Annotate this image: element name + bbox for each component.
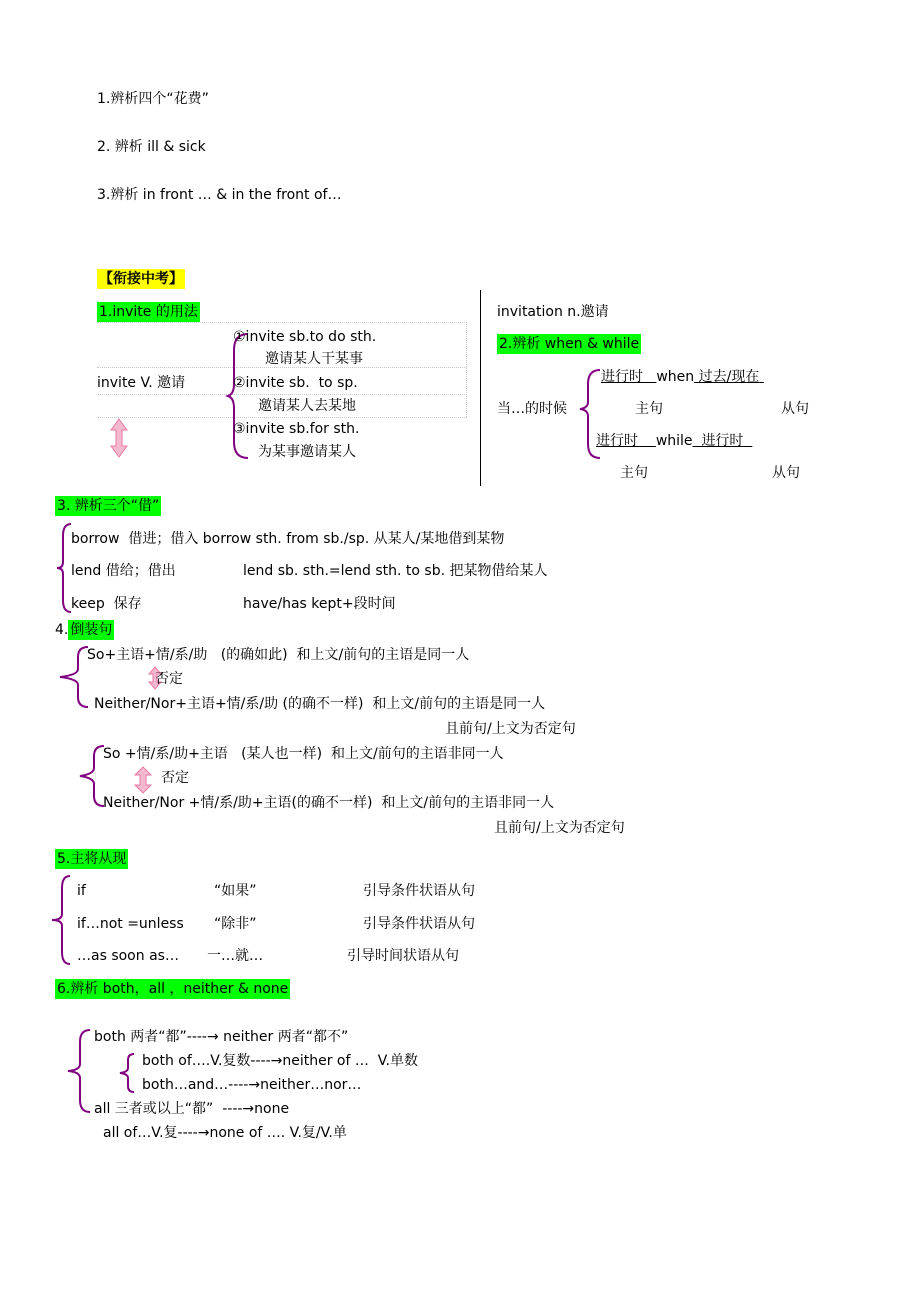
both-line-5: all of…V.复----→none of …. V.复/V.单: [103, 1125, 347, 1141]
invitation-line: invitation n.邀请: [497, 304, 609, 320]
borrow-line-3b: have/has kept+段时间: [243, 596, 396, 612]
inversion-a-negation: 否定: [155, 671, 183, 687]
clauses-bracket-icon: [50, 874, 74, 966]
invite-main: invite V. 邀请: [97, 375, 186, 391]
inversion-b-line-3: 且前句/上文为否定句: [494, 820, 625, 836]
clauses-r1-c: 引导条件状语从句: [363, 883, 475, 899]
borrow-line-2b: lend sb. sth.=lend sth. to sb. 把某物借给某人: [243, 563, 548, 579]
both-line-3: both…and…----→neither…nor…: [142, 1077, 362, 1093]
invite-item-1-en: ①invite sb.to do sth.: [233, 329, 377, 345]
clauses-r1-a: if: [77, 883, 86, 899]
bridge-title: 【衔接中考】: [99, 271, 183, 287]
clauses-r3-a: …as soon as…: [77, 948, 179, 964]
borrow-line-3a: keep 保存: [71, 596, 142, 612]
when-while-label: 当…的时候: [497, 401, 567, 417]
when-row: 进行时 when 过去/现在: [601, 369, 760, 385]
intro-line-1: 1.辨析四个“花费”: [97, 91, 209, 107]
inversion-heading: 4. 倒装句: [55, 622, 113, 638]
invite-item-3-zh: 为某事邀请某人: [258, 444, 356, 460]
invite-item-2-zh: 邀请某人去某地: [258, 398, 356, 414]
clauses-r2-a: if…not =unless: [77, 916, 184, 932]
both-bracket-inner-icon: [118, 1052, 138, 1094]
inversion-a-line-1: So+主语+情/系/助 (的确如此) 和上文/前句的主语是同一人: [87, 647, 470, 663]
column-divider: [480, 290, 481, 486]
clauses-r3-b: 一…就…: [207, 948, 263, 964]
while-main-clause: 主句: [620, 465, 648, 481]
inversion-b-line-2: Neither/Nor +情/系/助+主语(的确不一样) 和上文/前句的主语非同一人: [103, 795, 555, 811]
when-while-heading: 2.辨析 when & while: [499, 336, 640, 352]
borrow-line-1: borrow 借进；借入 borrow sth. from sb./sp. 从某人/某地借到某物: [71, 531, 505, 547]
when-sub-clause: 从句: [781, 401, 809, 417]
clauses-r2-c: 引导条件状语从句: [363, 916, 475, 932]
while-sub-clause: 从句: [772, 465, 800, 481]
inversion-b-negation: 否定: [161, 770, 189, 786]
both-heading: 6.辨析 both，all ，neither & none: [57, 981, 289, 997]
inversion-b-arrow-icon: [133, 766, 153, 794]
invite-item-3-en: ③invite sb.for sth.: [233, 421, 360, 437]
inversion-a-line-2: Neither/Nor+主语+情/系/助 (的确不一样) 和上文/前句的主语是同一人: [94, 696, 546, 712]
invite-bracket-icon: [226, 332, 252, 460]
clauses-r1-b: “如果”: [214, 883, 257, 899]
invite-heading: 1.invite 的用法: [99, 304, 198, 320]
borrow-line-2a: lend 借给；借出: [71, 563, 176, 579]
invite-item-1-zh: 邀请某人干某事: [265, 351, 363, 367]
both-line-4: all 三者或以上“都” ----→none: [94, 1101, 290, 1117]
while-row: 进行时 while 进行时: [596, 433, 744, 449]
inversion-a-line-3: 且前句/上文为否定句: [445, 721, 576, 737]
clauses-r3-c: 引导时间状语从句: [347, 948, 459, 964]
borrow-heading: 3. 辨析三个“借”: [57, 498, 160, 514]
both-bracket-outer-icon: [66, 1028, 94, 1114]
when-main-clause: 主句: [635, 401, 663, 417]
both-line-2: both of….V.复数----→neither of … V.单数: [142, 1053, 418, 1069]
both-line-1: both 两者“都”----→ neither 两者“都不”: [94, 1029, 349, 1045]
intro-line-2: 2. 辨析 ill & sick: [97, 139, 206, 155]
invite-item-2-en: ②invite sb. to sp.: [233, 375, 358, 391]
intro-line-3: 3.辨析 in front … & in the front of…: [97, 187, 342, 203]
clauses-heading: 5.主将从现: [57, 851, 127, 867]
double-arrow-icon: [109, 418, 129, 458]
inversion-b-line-1: So +情/系/助+主语 (某人也一样) 和上文/前句的主语非同一人: [103, 746, 504, 762]
clauses-r2-b: “除非”: [214, 916, 257, 932]
